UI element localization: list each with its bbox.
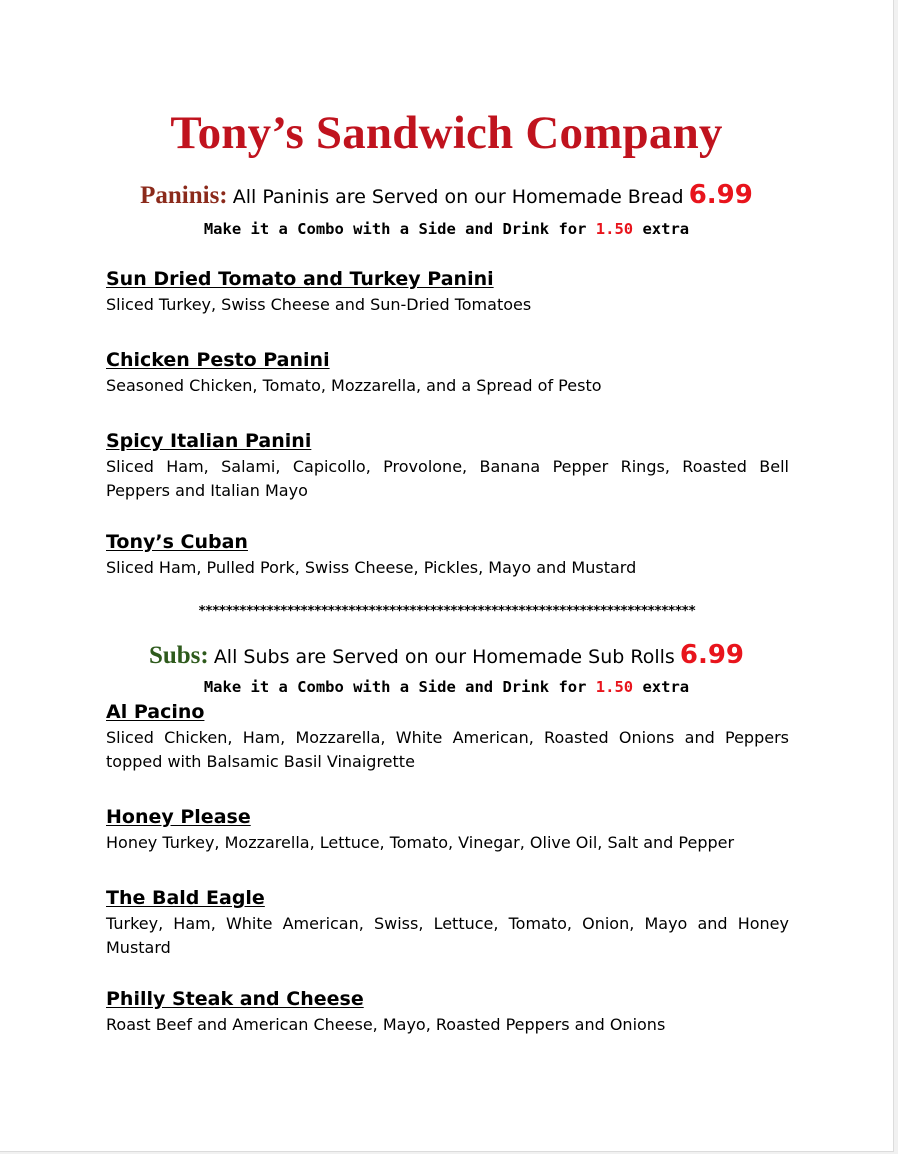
sub-item [106,805,789,855]
paninis-price: 6.99 [688,180,753,210]
panini-item [106,429,789,503]
paninis-combo-text: Make it a Combo with a Side and Drink for [203,220,587,238]
page-title: Tony’s Sandwich Company [170,107,723,159]
paninis-header [0,180,893,210]
panini-item [106,348,789,398]
item-name: Philly Steak and Cheese [106,988,364,1010]
sub-item [106,987,789,1037]
subs-combo-price: 1.50 [595,678,634,696]
section-separator: ************************************************************************* [198,604,695,619]
item-description: Sliced Chicken, Ham, Mozzarella, White American, Roasted Onions and Peppers topped with Balsamic Basil Vinaigrette [106,728,789,771]
sub-item [106,700,789,774]
item-name: Spicy Italian Panini [106,430,312,452]
subs-price: 6.99 [679,640,745,670]
paninis-combo [0,220,893,238]
sub-item [106,886,789,960]
subs-combo [0,678,893,696]
item-description: Honey Turkey, Mozzarella, Lettuce, Tomato, Vinegar, Olive Oil, Salt and Pepper [106,833,735,852]
panini-item [106,530,789,580]
panini-item [106,267,789,317]
paninis-description: All Paninis are Served on our Homemade Bread [232,186,684,208]
item-name: Al Pacino [106,701,205,723]
paninis-combo-suffix: extra [642,220,690,238]
item-description: Roast Beef and American Cheese, Mayo, Roasted Peppers and Onions [106,1015,666,1034]
subs-header [0,640,893,670]
subs-combo-suffix: extra [642,678,690,696]
item-description: Turkey, Ham, White American, Swiss, Lettuce, Tomato, Onion, Mayo and Honey Mustard [106,914,789,957]
item-description: Seasoned Chicken, Tomato, Mozzarella, and a Spread of Pesto [106,376,602,395]
item-name: Honey Please [106,806,251,828]
item-description: Sliced Turkey, Swiss Cheese and Sun-Dried Tomatoes [106,295,532,314]
subs-label: Subs: [148,642,209,669]
paninis-label: Paninis: [140,182,228,209]
item-name: Chicken Pesto Panini [106,349,330,371]
subs-description: All Subs are Served on our Homemade Sub Rolls [213,646,675,668]
item-name: Tony’s Cuban [106,531,248,553]
item-description: Sliced Ham, Salami, Capicollo, Provolone, Banana Pepper Rings, Roasted Bell Peppers and Italian Mayo [106,457,789,500]
subs-combo-text: Make it a Combo with a Side and Drink for [203,678,587,696]
item-description: Sliced Ham, Pulled Pork, Swiss Cheese, Pickles, Mayo and Mustard [106,558,637,577]
item-name: Sun Dried Tomato and Turkey Panini [106,268,494,290]
item-name: The Bald Eagle [106,887,265,909]
paninis-combo-price: 1.50 [595,220,634,238]
